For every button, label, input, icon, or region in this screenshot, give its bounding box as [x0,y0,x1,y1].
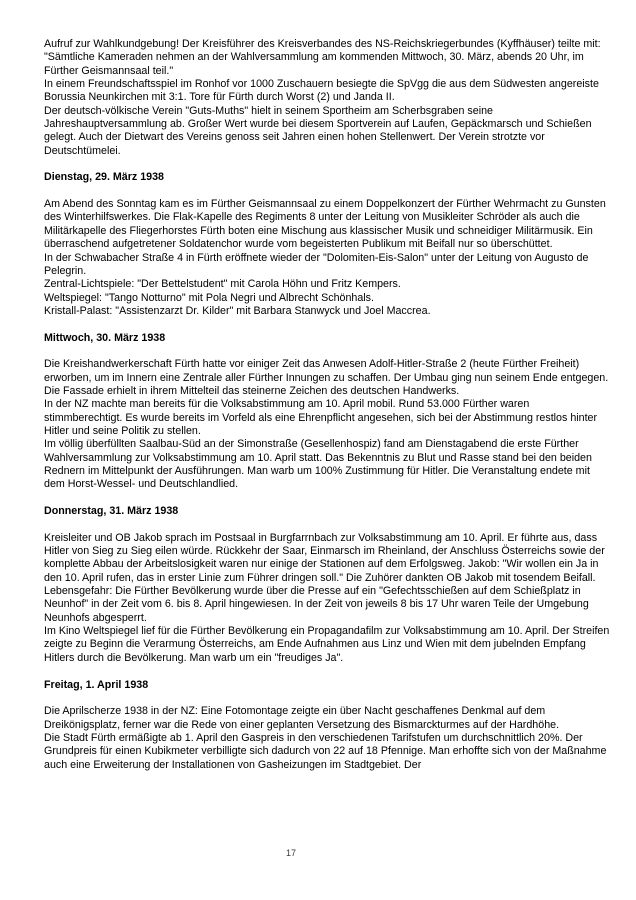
paragraph: Der deutsch-völkische Verein "Guts-Muths" hielt in seinem Sportheim am Scherbsgraben seine Jahreshauptversammlung ab. Großer Wert wurde bei diesem Sportverein auf Laufen, Gepäckmarsch und Schießen gelegt. Auch der Dietwart des Vereins genoss seit Jahren einen hohen Stellenwert. Der Verein strotzte vor Deutschtümelei. [44,104,592,157]
paragraph: Im völlig überfüllten Saalbau-Süd an der Simonstraße (Gesellenhospiz) fand am Dienstagabend die erste Fürther Wahlversammlung zur Volksabstimmung am 10. April statt. Das Bekenntnis zu Blut und Rasse stand bei den beiden Rednern im Mittelpunkt der Ausführungen. Man warb um 100% Zustimmung für Hitler. Die Veranstaltung endete mit dem Horst-Wessel- und Deutschlandlied. [44,438,592,491]
paragraph: In der NZ machte man bereits für die Volksabstimmung am 10. April mobil. Rund 53.000 Fürther waren stimmberechtigt. Es wurde bereits im Vorfeld als eine Ehrenpflicht angesehen, sich bei der Abstimmung restlos hinter Hitler und seine Politik zu stellen. [44,398,598,437]
paragraph: Die Kreishandwerkerschaft Fürth hatte vor einiger Zeit das Anwesen Adolf-Hitler-Straße 2 (heute Fürther Freiheit) erworben, um im Innern eine Zentrale aller Fürther Innungen zu schaffen. Der Umbau ging nun seinem Ende entgegen. Die Fassade erhielt in ihrem Mittelteil das steinerne Zeichen des deutschen Handwerks. [44,358,609,397]
paragraph: Am Abend des Sonntag kam es im Fürther Geismannsaal zu einem Doppelkonzert der Fürther Wehrmacht zu Gunsten des Winterhilfswerkes. Die Flak-Kapelle des Regiments 8 unter der Leitung von Musikleiter Schröder als auch die Militärkapelle des Fliegerhorstes Fürth boten eine Mischung aus klassischer Musik und schneidiger Militärmusik. Ein überraschend aufgetretener Soldatenchor wurde vom begeisterten Publikum mit Beifall nur so überschüttet. [44,198,606,251]
paragraph: Die Aprilscherze 1938 in der NZ: Eine Fotomontage zeigte ein über Nacht geschaffenes Denkmal auf dem Dreikönigsplatz, ferner war die Rede von einer geplanten Versetzung des Bismarckturmes auf der Hardhöhe. [44,705,560,731]
paragraph: Aufruf zur Wahlkundgebung! Der Kreisführer des Kreisverbandes des NS-Reichskriegerbundes (Kyffhäuser) teilte mit: "Sämtliche Kameraden nehmen an der Wahlversammlung am kommenden Mittwoch, 30. März, abends 20 Uhr, im Fürther Geismannsaal teil." [44,38,601,77]
paragraph: Zentral-Lichtspiele: "Der Bettelstudent" mit Carola Höhn und Fritz Kempers. [44,278,401,291]
date-heading: Dienstag, 29. März 1938 [44,171,164,184]
paragraph: Im Kino Weltspiegel lief für die Fürther Bevölkerung ein Propagandafilm zur Volksabstimmung am 10. April. Der Streifen zeigte zu Beginn die Verarmung Österreichs, am Ende Aufnahmen aus Linz und Wien mit dem jubelnden Empfang Hitlers durch die Bevölkerung. Man warb um ein "freudiges Ja". [44,625,610,664]
paragraph: Weltspiegel: "Tango Notturno" mit Pola Negri und Albrecht Schönhals. [44,291,374,304]
paragraph: In einem Freundschaftsspiel im Ronhof vor 1000 Zuschauern besiegte die SpVgg die aus dem Südwesten angereiste Borussia Neunkirchen mit 3:1. Tore für Fürth durch Worst (2) und Janda II. [44,78,599,104]
page-number: 17 [285,848,296,858]
date-heading: Donnerstag, 31. März 1938 [44,505,179,518]
date-heading: Freitag, 1. April 1938 [44,678,149,691]
paragraph: Lebensgefahr: Die Fürther Bevölkerung wurde über die Presse auf ein "Gefechtsschießen auf dem Schießplatz in Neunhof" in der Zeit vom 6. bis 8. April hingewiesen. In der Zeit von jeweils 8 bis 17 Uhr waren Teile der Umgebung Neunhofs abgesperrt. [44,585,589,624]
chronicle-text [44,38,610,772]
date-heading: Mittwoch, 30. März 1938 [44,331,166,344]
paragraph: Kristall-Palast: "Assistenzarzt Dr. Kilder" mit Barbara Stanwyck und Joel Maccrea. [44,304,431,317]
paragraph: In der Schwabacher Straße 4 in Fürth eröffnete wieder der "Dolomiten-Eis-Salon" unter der Leitung von Augusto de Pelegrin. [44,251,589,277]
paragraph: Die Stadt Fürth ermäßigte ab 1. April den Gaspreis in den verschiedenen Tarifstufen um durchschnittlich 20%. Der Grundpreis für einen Kubikmeter verbilligte sich dadurch von 22 auf 18 Pfennige. Man erhoffte sich von der Maßnahme auch eine Erweiterung der Installationen von Gasheizungen im Stadtgebiet. Der [44,731,607,771]
paragraph: Kreisleiter und OB Jakob sprach im Postsaal in Burgfarrnbach zur Volksabstimmung am 10. April. Er führte aus, dass Hitler von Sieg zu Sieg eilen würde. Rückkehr der Saar, Einmarsch im Rheinland, der Anschluss Österreichs sowie der komplette Abbau der Arbeitslosigkeit waren nur einige der Stationen auf dem Erfolgsweg. Jakob: "Wir wollen ein Ja in den 10. April rufen, das in erster Linie zum Führer dringen soll." Die Zuhörer dankten OB Jakob mit tosendem Beifall. [44,531,605,584]
